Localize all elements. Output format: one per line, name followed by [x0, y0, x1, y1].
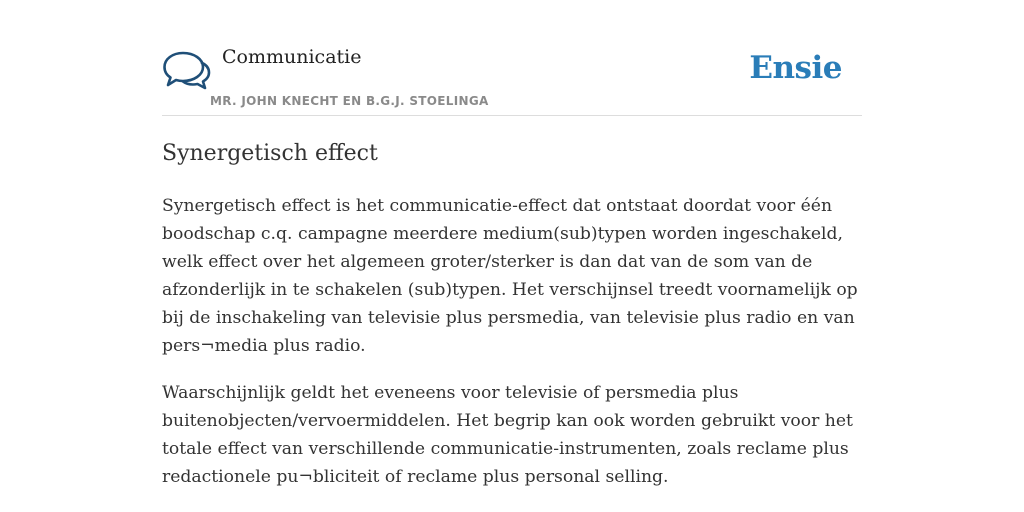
- article-body: [162, 192, 862, 510]
- article-title: Synergetisch effect: [162, 141, 378, 166]
- paragraph: Waarschijnlijk geldt het eveneens voor televisie of persmedia plus buitenobjecten/vervoermiddelen. Het begrip kan ook worden gebruikt voor het totale effect van verschillende communicatie-instrumenten, zoals reclame plus redactionele pu¬bliciteit of reclame plus personal selling.: [162, 383, 853, 487]
- brand-logo[interactable]: Ensie: [749, 50, 842, 86]
- paragraph: Synergetisch effect is het communicatie-effect dat ontstaat doordat voor één boodschap c.q. campagne meerdere medium(sub)typen worden ingeschakeld, welk effect over het algemeen groter/sterker is dan dat van de som van de afzonderlijk in te schakelen (sub)typen. Het verschijnsel treedt voornamelijk op bij de inschakeling van televisie plus persmedia, van televisie plus radio en van pers¬media plus radio.: [162, 196, 858, 356]
- page: [162, 0, 862, 512]
- speech-bubbles-icon[interactable]: [163, 50, 211, 94]
- category-link[interactable]: Communicatie: [222, 46, 362, 68]
- header: [162, 0, 862, 116]
- authors-label: MR. JOHN KNECHT EN B.G.J. STOELINGA: [210, 94, 489, 108]
